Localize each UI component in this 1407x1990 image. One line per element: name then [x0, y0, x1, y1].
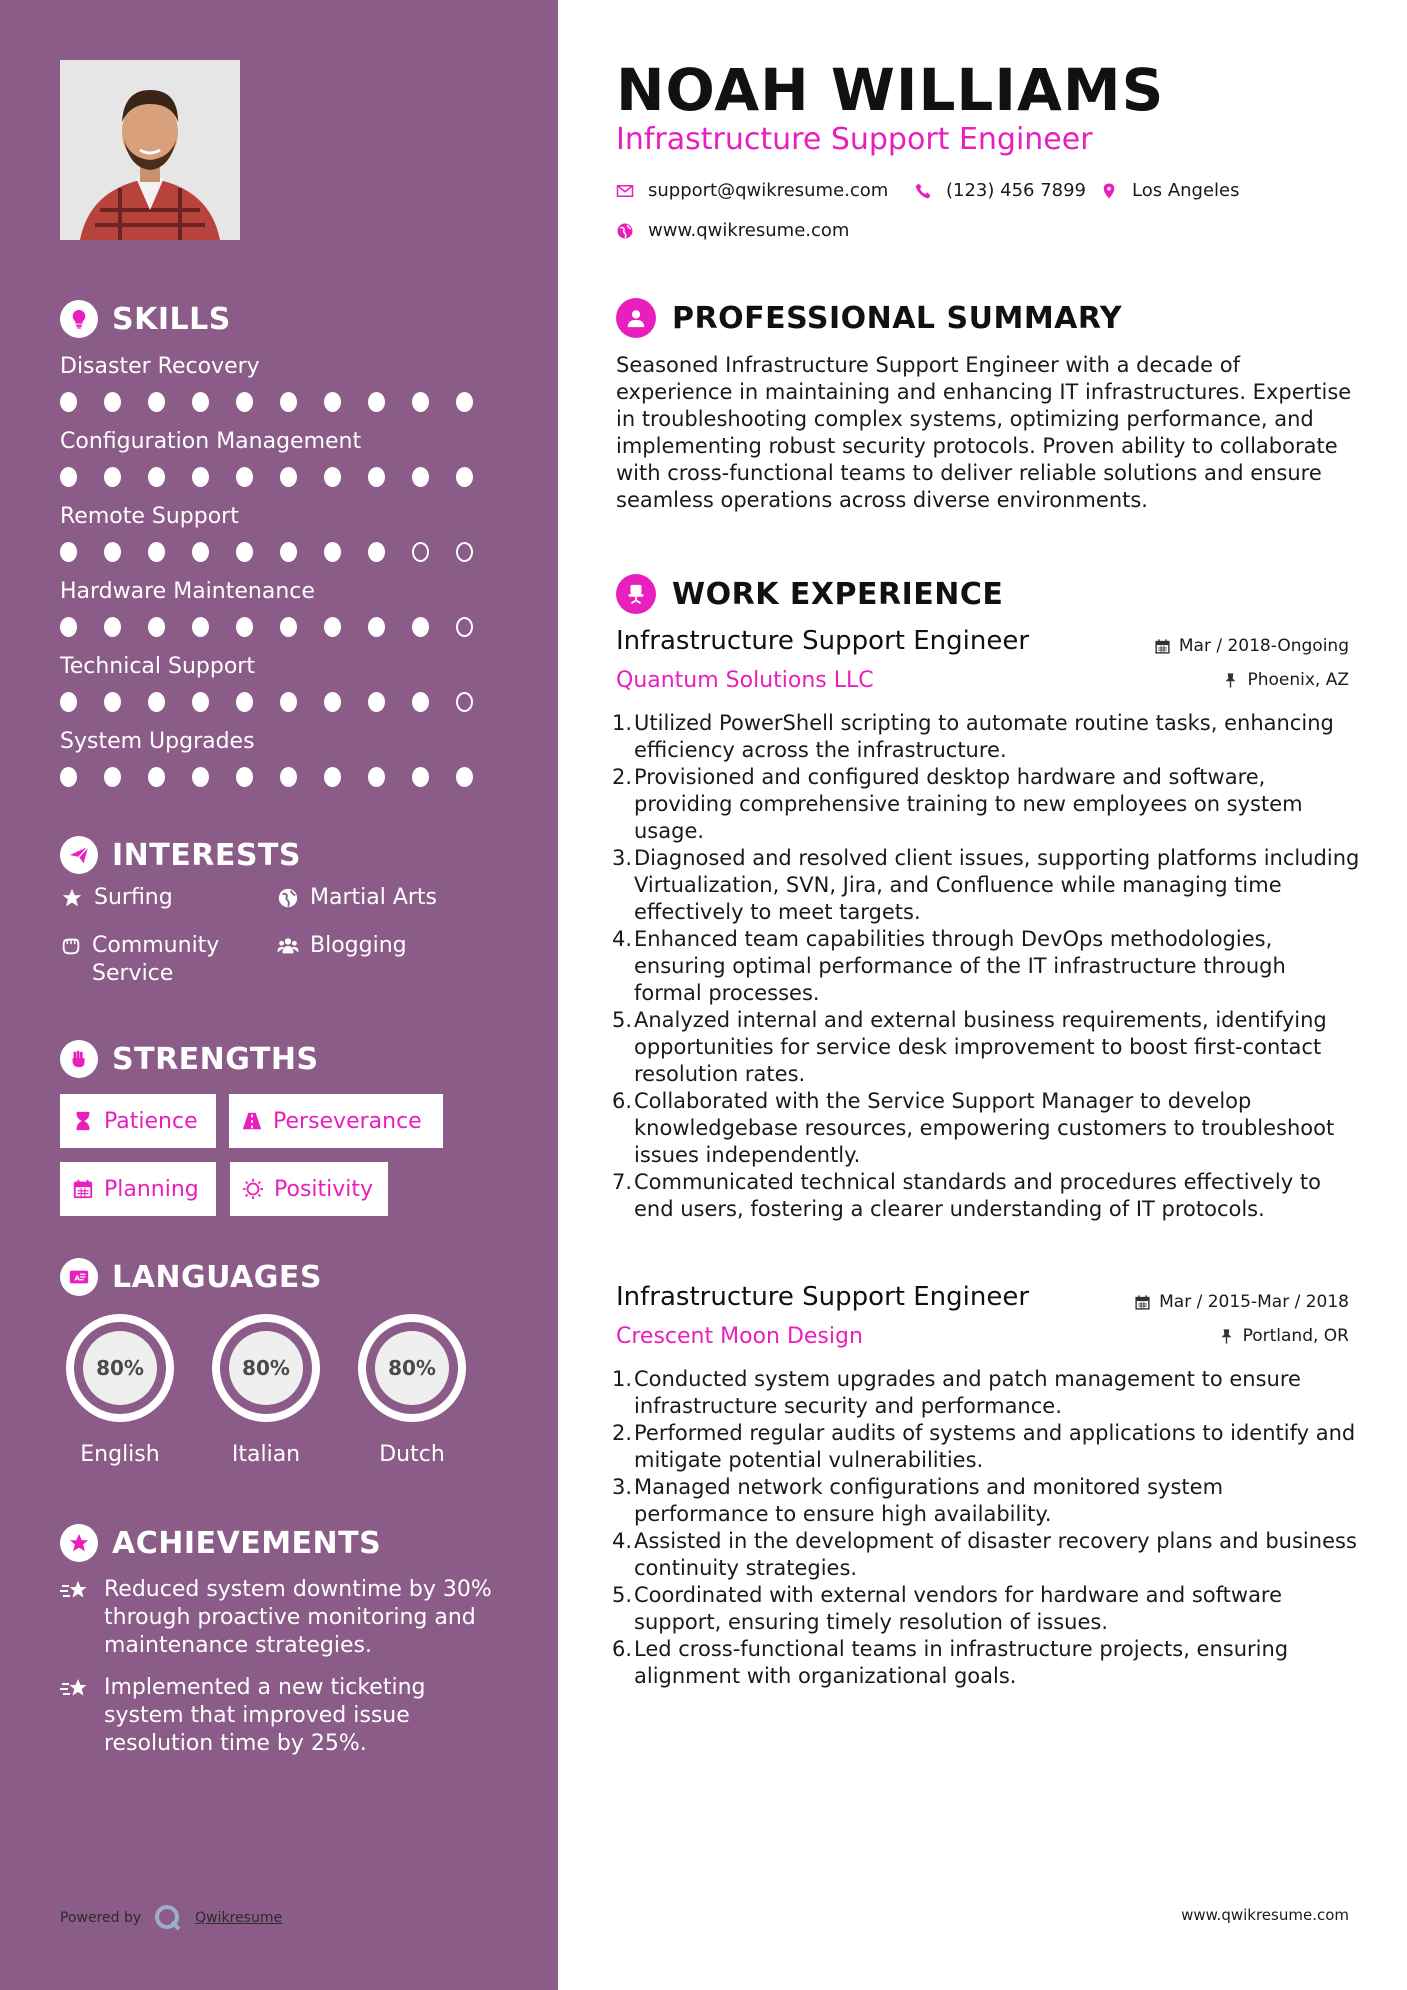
rating-dot-filled [104, 467, 121, 487]
strength-patience: Patience [60, 1094, 216, 1148]
duty-item [612, 1366, 1360, 1420]
duty-number: 6. [612, 1637, 633, 1661]
rating-dot-filled [236, 617, 253, 637]
hand-icon [60, 932, 82, 960]
skills-heading: SKILLS [60, 300, 231, 338]
skill-item [60, 502, 500, 562]
duty-number: 2. [612, 765, 633, 789]
duty-number: 7. [612, 1170, 633, 1194]
rating-dot-filled [412, 392, 429, 412]
skill-item [60, 652, 500, 712]
achievements-heading: ACHIEVEMENTS [60, 1524, 381, 1562]
duty-item [612, 764, 1360, 845]
skill-item [60, 352, 500, 412]
rating-dot-filled [412, 467, 429, 487]
summary-heading: PROFESSIONAL SUMMARY [616, 298, 1122, 338]
duty-item [612, 1007, 1360, 1088]
rating-dot-filled [324, 617, 341, 637]
user-icon [616, 298, 656, 338]
rating-dot-filled [192, 467, 209, 487]
achievement-item: Reduced system downtime by 30% through proactive monitoring and maintenance strategies. [60, 1576, 510, 1660]
duty-item [612, 710, 1360, 764]
duty-item [612, 1088, 1360, 1169]
phone-icon [914, 182, 932, 200]
rating-dot-filled [456, 467, 473, 487]
contact-website[interactable]: www.qwikresume.com [616, 220, 849, 241]
rating-dot-filled [456, 767, 473, 787]
star-badge-icon [60, 1524, 98, 1562]
rating-dot-filled [192, 617, 209, 637]
envelope-icon [616, 182, 634, 200]
duty-item [612, 1420, 1360, 1474]
contact-location: Los Angeles [1100, 180, 1240, 201]
duty-number: 4. [612, 1529, 633, 1553]
interest-martial-arts: Martial Arts [276, 884, 437, 912]
skill-rating [60, 767, 500, 787]
skill-item [60, 427, 500, 487]
rating-dot-filled [148, 392, 165, 412]
rating-dot-filled [148, 692, 165, 712]
rating-dot-filled [280, 542, 297, 562]
rating-dot-filled [236, 692, 253, 712]
duty-text: Provisioned and configured desktop hardware and software, providing comprehensive training to new employees on system usage. [634, 765, 1303, 843]
contact-email[interactable]: support@qwikresume.com [616, 180, 888, 201]
duty-text: Diagnosed and resolved client issues, supporting platforms including Virtualization, SVN, Jira, and Confluence while managing time effectively to meet targets. [634, 846, 1360, 924]
rating-dot-filled [324, 692, 341, 712]
contact-phone[interactable]: (123) 456 7899 [914, 180, 1086, 201]
pushpin-icon [1222, 672, 1239, 689]
duty-item [612, 1582, 1360, 1636]
powered-by: Powered by Qwikresume [60, 1903, 282, 1933]
fist-icon [60, 1040, 98, 1078]
rating-dot-filled [60, 542, 77, 562]
duty-item [612, 1636, 1360, 1690]
skill-name: Configuration Management [60, 429, 362, 454]
duty-text: Utilized PowerShell scripting to automate routine tasks, enhancing efficiency across the infrastructure. [634, 711, 1334, 762]
duty-item [612, 926, 1360, 1007]
duty-item [612, 845, 1360, 926]
rating-dot-empty [456, 692, 473, 712]
rating-dot-empty [456, 617, 473, 637]
duty-text: Communicated technical standards and procedures effectively to end users, fostering a clearer understanding of IT protocols. [634, 1170, 1321, 1221]
candidate-title: Infrastructure Support Engineer [616, 122, 1093, 157]
rating-dot-filled [324, 542, 341, 562]
interest-surfing: Surfing [60, 884, 173, 912]
svg-text:A: A [74, 1273, 81, 1283]
rating-dot-filled [60, 467, 77, 487]
skill-rating [60, 542, 500, 562]
job-title: Infrastructure Support Engineer [616, 626, 1030, 656]
job-location: Phoenix, AZ [1222, 670, 1349, 690]
rating-dot-filled [236, 767, 253, 787]
rating-dot-filled [280, 392, 297, 412]
job-dates: Mar / 2018-Ongoing [1154, 636, 1349, 656]
job-duties-list [612, 1366, 1360, 1690]
duty-item [612, 1474, 1360, 1528]
skill-name: Technical Support [60, 654, 255, 679]
rating-dot-filled [104, 392, 121, 412]
duty-item [612, 1169, 1360, 1223]
rating-dot-filled [324, 392, 341, 412]
rating-dot-filled [280, 692, 297, 712]
duty-item [612, 1528, 1360, 1582]
interest-blogging: Blogging [276, 932, 407, 960]
rating-dot-filled [368, 617, 385, 637]
languages-heading: A LANGUAGES [60, 1258, 322, 1296]
calendar-icon [72, 1178, 94, 1200]
rating-dot-filled [368, 392, 385, 412]
duty-text: Analyzed internal and external business requirements, identifying opportunities for service desk improvement to boost first-contact resolution rates. [634, 1008, 1327, 1086]
skill-item [60, 577, 500, 637]
strength-perseverance: Perseverance [229, 1094, 443, 1148]
rating-dot-filled [456, 392, 473, 412]
rating-dot-filled [280, 767, 297, 787]
language-dutch: 80% Dutch [350, 1306, 474, 1467]
qwikresume-link[interactable]: Qwikresume [195, 1910, 283, 1926]
rating-dot-filled [324, 767, 341, 787]
rating-dot-filled [368, 692, 385, 712]
duty-number: 4. [612, 927, 633, 951]
rating-dot-filled [60, 692, 77, 712]
globe-icon [616, 222, 634, 240]
duty-text: Assisted in the development of disaster recovery plans and business continuity strategies. [634, 1529, 1357, 1580]
rating-dot-filled [236, 467, 253, 487]
progress-ring: 80% [58, 1306, 182, 1430]
duty-number: 3. [612, 1475, 633, 1499]
rating-dot-filled [148, 617, 165, 637]
skill-name: Hardware Maintenance [60, 579, 315, 604]
skill-rating [60, 467, 500, 487]
rating-dot-filled [280, 467, 297, 487]
rating-dot-filled [368, 542, 385, 562]
star-icon [60, 884, 84, 912]
skill-name: Remote Support [60, 504, 239, 529]
duty-text: Collaborated with the Service Support Manager to develop knowledgebase resources, empowering customers to troubleshoot issues independently. [634, 1089, 1335, 1167]
pushpin-icon [1218, 1328, 1235, 1345]
lightbulb-icon [60, 300, 98, 338]
duty-number: 5. [612, 1008, 633, 1032]
duty-number: 6. [612, 1089, 633, 1113]
shooting-star-icon [60, 1674, 92, 1758]
rating-dot-filled [192, 767, 209, 787]
skill-name: Disaster Recovery [60, 354, 260, 379]
rating-dot-filled [60, 767, 77, 787]
qwikresume-logo-icon [153, 1903, 183, 1933]
job-location: Portland, OR [1218, 1326, 1349, 1346]
shooting-star-icon [60, 1576, 92, 1660]
rating-dot-filled [192, 392, 209, 412]
rating-dot-filled [236, 392, 253, 412]
paper-plane-icon [60, 836, 98, 874]
rating-dot-filled [148, 767, 165, 787]
interests-heading: INTERESTS [60, 836, 301, 874]
strengths-heading: STRENGTHS [60, 1040, 319, 1078]
rating-dot-filled [104, 692, 121, 712]
calendar-icon [1154, 638, 1171, 655]
rating-dot-filled [104, 767, 121, 787]
duty-text: Enhanced team capabilities through DevOps methodologies, ensuring optimal performance of the IT infrastructure through formal processes. [634, 927, 1286, 1005]
summary-text: Seasoned Infrastructure Support Engineer with a decade of experience in maintaining and enhancing IT infrastructures. Expertise in troubleshooting complex systems, optimizing performance, and implementing robust security protocols. Proven ability to collaborate with cross-functional teams to deliver reliable solutions and ensure seamless operations across diverse environments. [616, 353, 1352, 512]
skill-rating [60, 692, 500, 712]
language-italian: 80% Italian [204, 1306, 328, 1467]
rating-dot-filled [236, 542, 253, 562]
map-pin-icon [1100, 182, 1118, 200]
rating-dot-filled [60, 392, 77, 412]
language-card-icon [60, 1258, 98, 1296]
job-company: Crescent Moon Design [616, 1324, 863, 1349]
duty-number: 1. [612, 711, 633, 735]
skill-rating [60, 617, 500, 637]
skill-name: System Upgrades [60, 729, 255, 754]
duty-number: 1. [612, 1367, 633, 1391]
job-title: Infrastructure Support Engineer [616, 1282, 1030, 1312]
calendar-icon [1134, 1294, 1151, 1311]
sidebar [0, 0, 558, 1990]
rating-dot-empty [412, 542, 429, 562]
rating-dot-filled [148, 467, 165, 487]
users-icon [276, 932, 300, 960]
rating-dot-filled [104, 542, 121, 562]
briefcase-chair-icon [616, 574, 656, 614]
rating-dot-filled [60, 617, 77, 637]
strength-planning: Planning [60, 1162, 216, 1216]
language-english: 80% English [58, 1306, 182, 1467]
road-icon [241, 1110, 263, 1132]
rating-dot-filled [148, 542, 165, 562]
sun-icon [242, 1178, 264, 1200]
duty-number: 2. [612, 1421, 633, 1445]
skill-item [60, 727, 500, 787]
rating-dot-filled [104, 617, 121, 637]
rating-dot-filled [368, 767, 385, 787]
duty-text: Managed network configurations and monitored system performance to ensure high availability. [634, 1475, 1224, 1526]
duty-number: 5. [612, 1583, 633, 1607]
job-company: Quantum Solutions LLC [616, 668, 874, 693]
job-dates: Mar / 2015-Mar / 2018 [1134, 1292, 1349, 1312]
hourglass-icon [72, 1110, 94, 1132]
footer-website[interactable]: www.qwikresume.com [1181, 1906, 1349, 1924]
rating-dot-filled [192, 542, 209, 562]
profile-photo [60, 60, 240, 240]
rating-dot-filled [324, 467, 341, 487]
globe-icon [276, 884, 300, 912]
strength-positivity: Positivity [230, 1162, 388, 1216]
duty-text: Conducted system upgrades and patch management to ensure infrastructure security and performance. [634, 1367, 1301, 1418]
duty-text: Coordinated with external vendors for hardware and software support, ensuring timely resolution of issues. [634, 1583, 1283, 1634]
rating-dot-filled [368, 467, 385, 487]
candidate-name: NOAH WILLIAMS [616, 56, 1165, 124]
duty-text: Performed regular audits of systems and applications to identify and mitigate potential vulnerabilities. [634, 1421, 1356, 1472]
progress-ring: 80% [350, 1306, 474, 1430]
interest-community-service: Community Service [60, 932, 260, 988]
job-duties-list [612, 710, 1360, 1223]
achievement-item: Implemented a new ticketing system that improved issue resolution time by 25%. [60, 1674, 510, 1758]
duty-number: 3. [612, 846, 633, 870]
rating-dot-filled [412, 617, 429, 637]
rating-dot-filled [412, 767, 429, 787]
experience-heading: WORK EXPERIENCE [616, 574, 1003, 614]
progress-ring: 80% [204, 1306, 328, 1430]
rating-dot-filled [412, 692, 429, 712]
duty-text: Led cross-functional teams in infrastructure projects, ensuring alignment with organizational goals. [634, 1637, 1289, 1688]
skill-rating [60, 392, 500, 412]
rating-dot-filled [192, 692, 209, 712]
rating-dot-empty [456, 542, 473, 562]
rating-dot-filled [280, 617, 297, 637]
